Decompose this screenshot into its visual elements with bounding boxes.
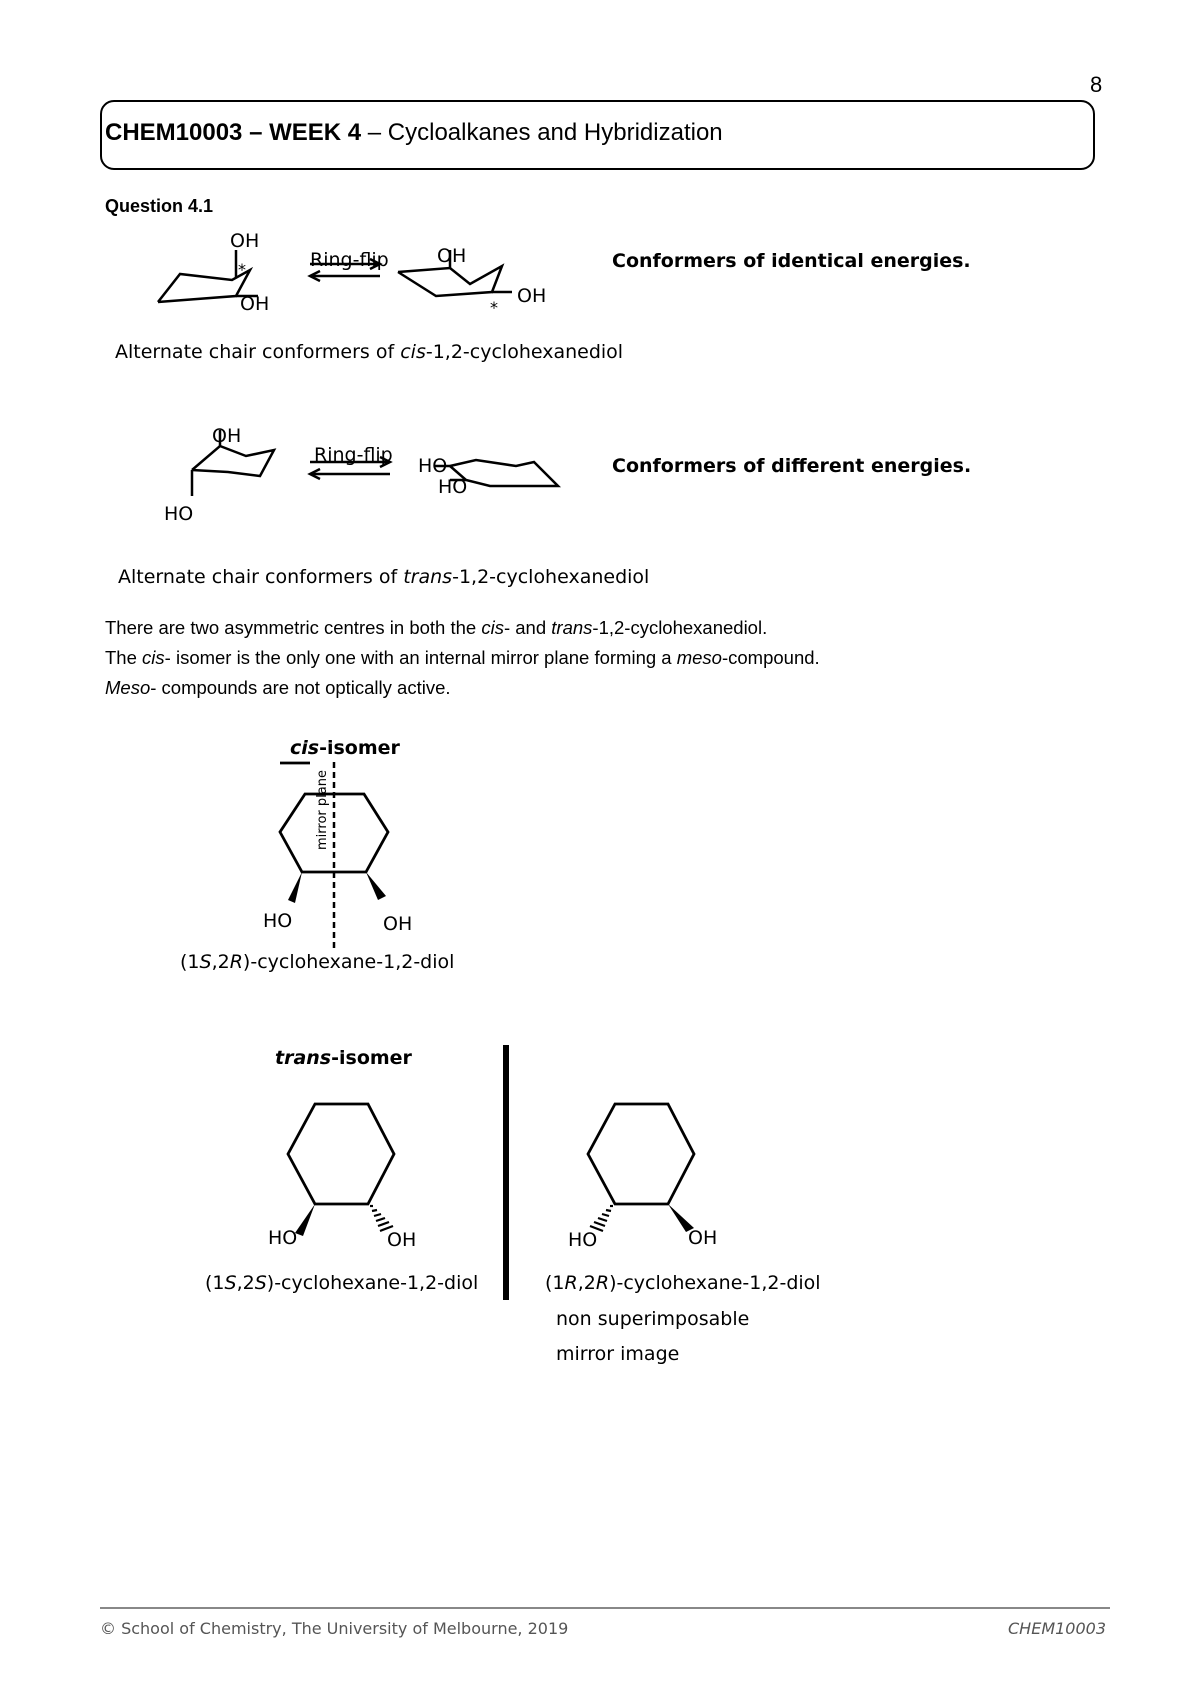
question-label: Question 4.1 bbox=[105, 196, 214, 216]
trans-right-ho-upper: HO bbox=[418, 455, 448, 477]
cis-isomer-oh: OH bbox=[383, 913, 413, 935]
mirror-divider bbox=[503, 1045, 509, 1300]
p1c: - and bbox=[503, 617, 552, 638]
trans-left-ho-wedge bbox=[295, 1204, 315, 1236]
trans-left-name bbox=[205, 1272, 478, 1294]
cis-isomer-ho: HO bbox=[263, 910, 293, 932]
trans-left-ho-bottom: HO bbox=[164, 503, 194, 525]
header-dash: – bbox=[361, 119, 388, 146]
p2e: -compound. bbox=[721, 647, 820, 668]
cis-right-stereo-mark: * bbox=[490, 298, 498, 317]
paragraph-line-3 bbox=[105, 677, 451, 699]
tr-name-b: R bbox=[564, 1272, 578, 1294]
trans-right-ho: HO bbox=[568, 1229, 598, 1251]
cis-caption bbox=[115, 341, 623, 363]
p1e: -1,2-cyclohexanediol. bbox=[592, 617, 768, 638]
cis-mirror-plane-label: mirror plane bbox=[315, 770, 330, 850]
trans-ringflip-label: Ring-flip bbox=[314, 444, 393, 466]
trans-energy-note: Conformers of different energies. bbox=[612, 455, 972, 477]
paragraph-line-1 bbox=[105, 617, 767, 639]
page-number: 8 bbox=[1090, 72, 1103, 97]
trans-left-ho: HO bbox=[268, 1227, 298, 1249]
cis-ringflip-label: Ring-flip bbox=[310, 249, 389, 271]
cis-right-oh-right: OH bbox=[517, 285, 547, 307]
header-title bbox=[105, 119, 723, 147]
trans-left-oh: OH bbox=[387, 1229, 417, 1251]
trans-isomer-title bbox=[275, 1047, 412, 1069]
header-topic: Cycloalkanes and Hybridization bbox=[387, 119, 723, 146]
footer-rule bbox=[100, 1607, 1110, 1609]
trans-caption-italic: trans bbox=[403, 566, 453, 588]
cis-isomer-title-italic: cis bbox=[290, 737, 320, 759]
p1a: There are two asymmetric centres in both the bbox=[105, 617, 482, 638]
tl-name-a: (1 bbox=[205, 1272, 225, 1294]
trans-isomer-title-italic: trans bbox=[275, 1047, 332, 1069]
header-course: CHEM10003 – WEEK 4 bbox=[105, 119, 362, 146]
trans-caption bbox=[118, 566, 649, 588]
trans-right-name bbox=[545, 1272, 821, 1294]
trans-right-ho-lower: HO bbox=[438, 476, 468, 498]
p2c: - isomer is the only one with an internal mirror plane forming a bbox=[164, 647, 677, 668]
tr-name-a: (1 bbox=[545, 1272, 565, 1294]
tl-name-e: )-cyclohexane-1,2-diol bbox=[266, 1272, 479, 1294]
tl-name-b: S bbox=[224, 1272, 237, 1294]
cis-name-c: ,2 bbox=[211, 951, 230, 973]
cis-caption-italic: cis bbox=[400, 341, 426, 363]
trans-caption-prefix: Alternate chair conformers of bbox=[118, 566, 404, 588]
cis-right-ring bbox=[398, 266, 502, 296]
cis-caption-prefix: Alternate chair conformers of bbox=[115, 341, 401, 363]
cis-caption-suffix: -1,2-cyclohexanediol bbox=[425, 341, 624, 363]
cis-name-e: )-cyclohexane-1,2-diol bbox=[242, 951, 455, 973]
cis-ho-wedge bbox=[288, 872, 302, 903]
tl-name-d: S bbox=[254, 1272, 267, 1294]
p2d: meso bbox=[676, 647, 722, 668]
p2b: cis bbox=[142, 647, 165, 668]
trans-right-note-2: mirror image bbox=[556, 1343, 680, 1365]
p1d: trans bbox=[551, 617, 593, 638]
p1b: cis bbox=[481, 617, 504, 638]
cis-isomer-title-suffix: -isomer bbox=[319, 737, 400, 759]
cis-isomer-title bbox=[290, 737, 400, 759]
cis-left-oh-right: OH bbox=[240, 293, 270, 315]
trans-left-oh-hash bbox=[370, 1206, 393, 1231]
footer-course-code: CHEM10003 bbox=[1008, 1619, 1107, 1638]
tr-name-d: R bbox=[595, 1272, 610, 1294]
cis-right-oh-top: OH bbox=[437, 245, 467, 267]
cis-left-stereo-mark: * bbox=[238, 260, 246, 279]
tr-name-e: )-cyclohexane-1,2-diol bbox=[609, 1272, 821, 1294]
p3a: Meso bbox=[105, 677, 151, 698]
trans-right-ho-hash bbox=[590, 1206, 613, 1231]
trans-caption-suffix: -1,2-cyclohexanediol bbox=[452, 566, 650, 588]
trans-right-ring bbox=[588, 1104, 694, 1204]
cis-name-d: R bbox=[229, 951, 243, 973]
trans-right-oh: OH bbox=[688, 1227, 718, 1249]
trans-left-oh-top: OH bbox=[212, 425, 242, 447]
tr-name-c: ,2 bbox=[577, 1272, 596, 1294]
cis-oh-wedge bbox=[366, 872, 386, 900]
trans-left-ring bbox=[192, 446, 274, 476]
cis-name-b: S bbox=[199, 951, 212, 973]
cis-scheme-structures bbox=[140, 222, 600, 322]
tl-name-c: ,2 bbox=[236, 1272, 255, 1294]
trans-right-note-1: non superimposable bbox=[556, 1308, 750, 1330]
cis-name-a: (1 bbox=[180, 951, 200, 973]
trans-left-ring bbox=[288, 1104, 394, 1204]
cis-left-oh-top: OH bbox=[230, 230, 260, 252]
footer-copyright: © School of Chemistry, The University of Melbourne, 2019 bbox=[100, 1619, 569, 1638]
p2a: The bbox=[105, 647, 143, 668]
cis-energy-note: Conformers of identical energies. bbox=[612, 250, 971, 272]
p3b: - compounds are not optically active. bbox=[150, 677, 451, 698]
trans-isomer-title-suffix: -isomer bbox=[331, 1047, 412, 1069]
paragraph-line-2 bbox=[105, 647, 820, 669]
cis-isomer-name bbox=[180, 951, 454, 973]
